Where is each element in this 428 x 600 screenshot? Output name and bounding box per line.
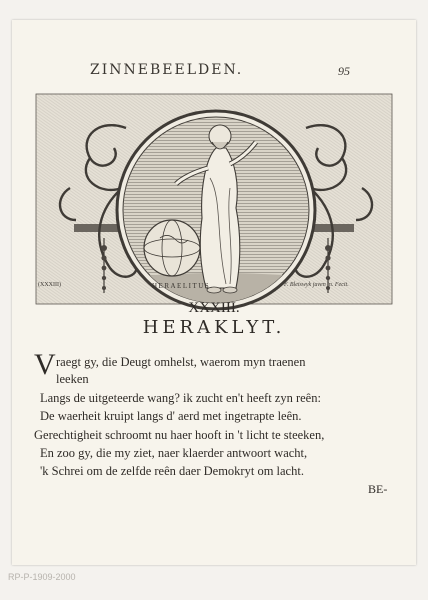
- catchword: BE-: [368, 482, 388, 496]
- running-title: ZINNEBEELDEN.: [90, 62, 244, 78]
- heraclitus-engraving: [30, 88, 398, 313]
- page-header: [12, 60, 416, 82]
- poem-line: En zoo gy, die my ziet, naer klaerder antwoort wacht,: [40, 446, 308, 460]
- poem-line: raegt gy, die Deugt omhelst, waerom myn traenen: [56, 355, 306, 369]
- engraving-caption-number: (XXXIII): [38, 282, 61, 288]
- emblem-title: HERAKLYT.: [142, 317, 286, 338]
- page-number: 95: [338, 64, 350, 78]
- poem-line: Gerechtigheit schroomt nu haer hooft in 't licht te steeken,: [34, 428, 325, 442]
- engraving-caption-name: HERAELITUS.: [152, 282, 214, 290]
- poem-line: leeken: [56, 372, 89, 386]
- emblem-number: XXXIII.: [188, 300, 240, 316]
- poem-line: De waerheit kruipt langs d' aerd met ingetrapte leên.: [40, 409, 302, 423]
- engraving-caption-signature: F. Bleiswyk juven in. Fecit.: [284, 282, 349, 288]
- poem-line: Langs de uitgeteerde wang? ik zucht en't heeft zyn reên:: [40, 391, 321, 405]
- print-sheet: [12, 20, 416, 565]
- decorated-initial: V: [34, 348, 56, 381]
- inventory-number: RP-P-1909-2000: [8, 572, 76, 582]
- globe: [144, 220, 200, 276]
- poem-line: 'k Schrei om de zelfde reên daer Demokryt om lacht.: [40, 464, 304, 478]
